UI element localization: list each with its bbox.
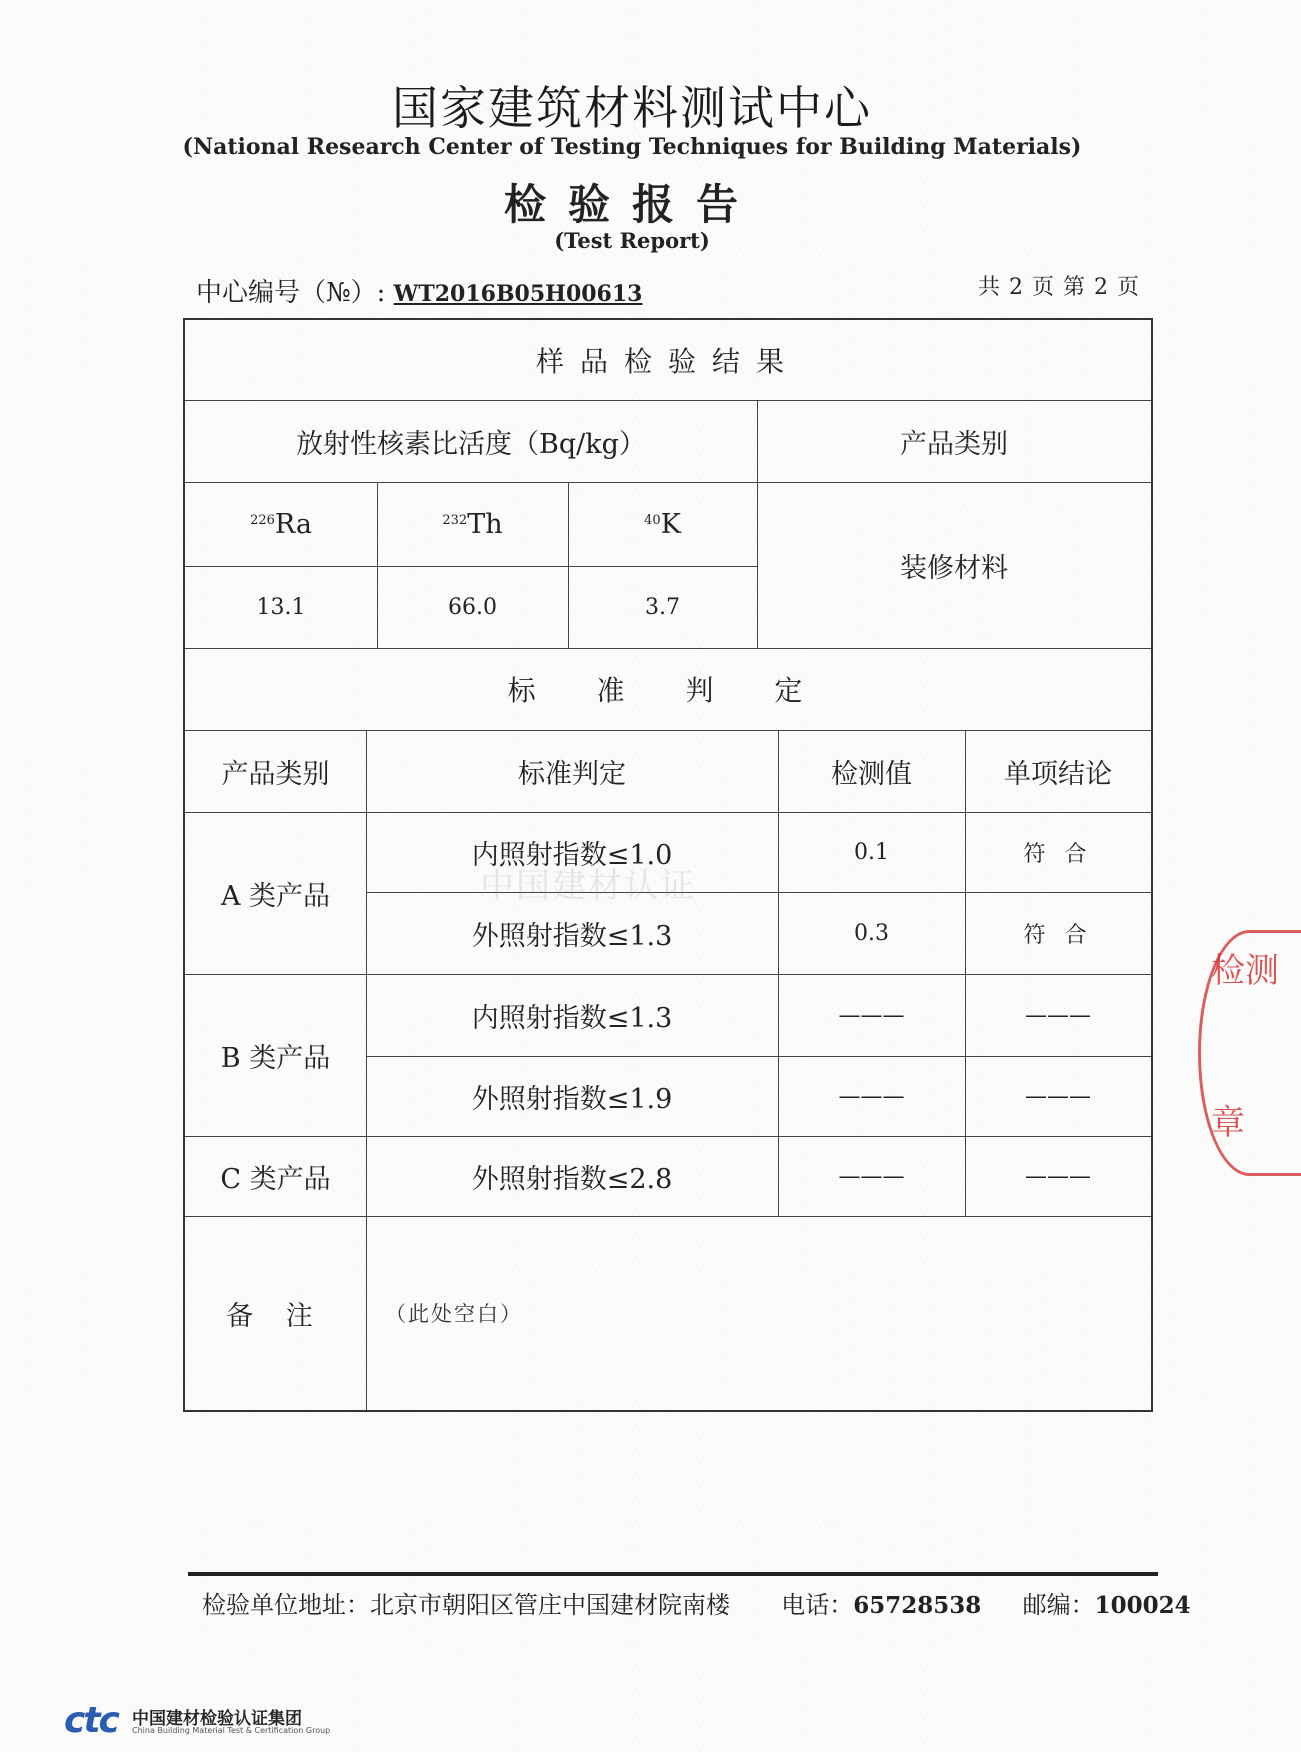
measured-b-external: ——— bbox=[838, 1083, 905, 1109]
remarks-label: 备 注 bbox=[226, 1300, 325, 1332]
nuclide-th: $^{232}$ Th bbox=[442, 508, 503, 540]
zip-value: 100024 bbox=[1094, 1592, 1191, 1619]
conclusion-b-internal: ——— bbox=[1025, 1002, 1091, 1028]
standard-c-external: 外照射指数≤2.8 bbox=[471, 1163, 673, 1195]
report-title-cn: 检验报告 bbox=[503, 180, 760, 229]
nuclide-ra: $^{226}$ Ra bbox=[250, 508, 312, 540]
remarks-value: （此处空白） bbox=[385, 1302, 523, 1326]
col-standard: 标准判定 bbox=[518, 758, 626, 790]
address-label: 检验单位地址： bbox=[202, 1591, 370, 1619]
category-value: 装修材料 bbox=[900, 552, 1008, 584]
standard-b-internal: 内照射指数≤1.3 bbox=[471, 1002, 673, 1034]
report-number bbox=[196, 272, 642, 309]
footer-info bbox=[202, 1585, 1191, 1620]
standard-b-external: 外照射指数≤1.9 bbox=[471, 1083, 673, 1115]
measured-c-external: ——— bbox=[838, 1163, 905, 1189]
stamp-text-1: 检测 bbox=[1211, 951, 1279, 991]
conclusion-a-external: 符 合 bbox=[1023, 922, 1093, 948]
org-title-cn: 国家建筑材料测试中心 bbox=[392, 81, 872, 135]
report-number-label: 中心编号（№）: bbox=[196, 278, 386, 308]
report-title-en: (Test Report) bbox=[554, 228, 710, 253]
phone-label: 电话： bbox=[781, 1591, 854, 1619]
measured-a-external: 0.3 bbox=[854, 920, 889, 946]
page-indicator: 共 2 页 第 2 页 bbox=[978, 275, 1140, 300]
col-category: 产品类别 bbox=[221, 758, 330, 790]
conclusion-b-external: ——— bbox=[1025, 1083, 1091, 1109]
col-measured: 检测值 bbox=[831, 758, 912, 790]
conclusion-a-internal: 符 合 bbox=[1023, 841, 1093, 867]
col-conclusion: 单项结论 bbox=[1004, 758, 1112, 790]
seal-stamp bbox=[1198, 930, 1301, 1176]
org-title-en: (National Research Center of Testing Techniques for Building Materials) bbox=[182, 134, 1082, 160]
stamp-text-2: 章 bbox=[1211, 1103, 1245, 1143]
standard-a-external: 外照射指数≤1.3 bbox=[471, 920, 673, 952]
measured-b-internal: ——— bbox=[838, 1002, 905, 1028]
phone-value: 65728538 bbox=[853, 1592, 982, 1619]
category-a: A 类产品 bbox=[220, 880, 331, 912]
measured-a-internal: 0.1 bbox=[854, 839, 889, 865]
zip-label: 邮编： bbox=[1022, 1591, 1095, 1619]
conclusion-c-external: ——— bbox=[1025, 1163, 1091, 1189]
watermark: 中国建材认证 bbox=[480, 866, 696, 906]
logo-name: 中国建材检验认证集团 bbox=[132, 1709, 302, 1729]
results-section-title: 样品检验结果 bbox=[535, 345, 800, 378]
address-value: 北京市朝阳区管庄中国建材院南楼 bbox=[370, 1591, 730, 1619]
value-k: 3.7 bbox=[645, 594, 680, 620]
value-th: 66.0 bbox=[448, 594, 497, 620]
category-header: 产品类别 bbox=[900, 428, 1008, 460]
ctc-logo-icon: ctc bbox=[64, 1700, 118, 1741]
category-c: C 类产品 bbox=[220, 1163, 331, 1195]
nuclide-k: $^{40}$ K bbox=[644, 508, 681, 540]
logo-subtitle: China Building Material Test & Certification Group bbox=[132, 1726, 331, 1735]
value-ra: 13.1 bbox=[256, 594, 306, 620]
activity-header: 放射性核素比活度（Bq/kg） bbox=[296, 428, 646, 460]
category-b: B 类产品 bbox=[220, 1042, 331, 1074]
judgement-section-title: 标 准 判 定 bbox=[507, 674, 829, 707]
standard-a-internal: 内照射指数≤1.0 bbox=[471, 839, 673, 871]
report-number-value: WT2016B05H00613 bbox=[393, 281, 643, 307]
footer-divider bbox=[188, 1572, 1158, 1576]
